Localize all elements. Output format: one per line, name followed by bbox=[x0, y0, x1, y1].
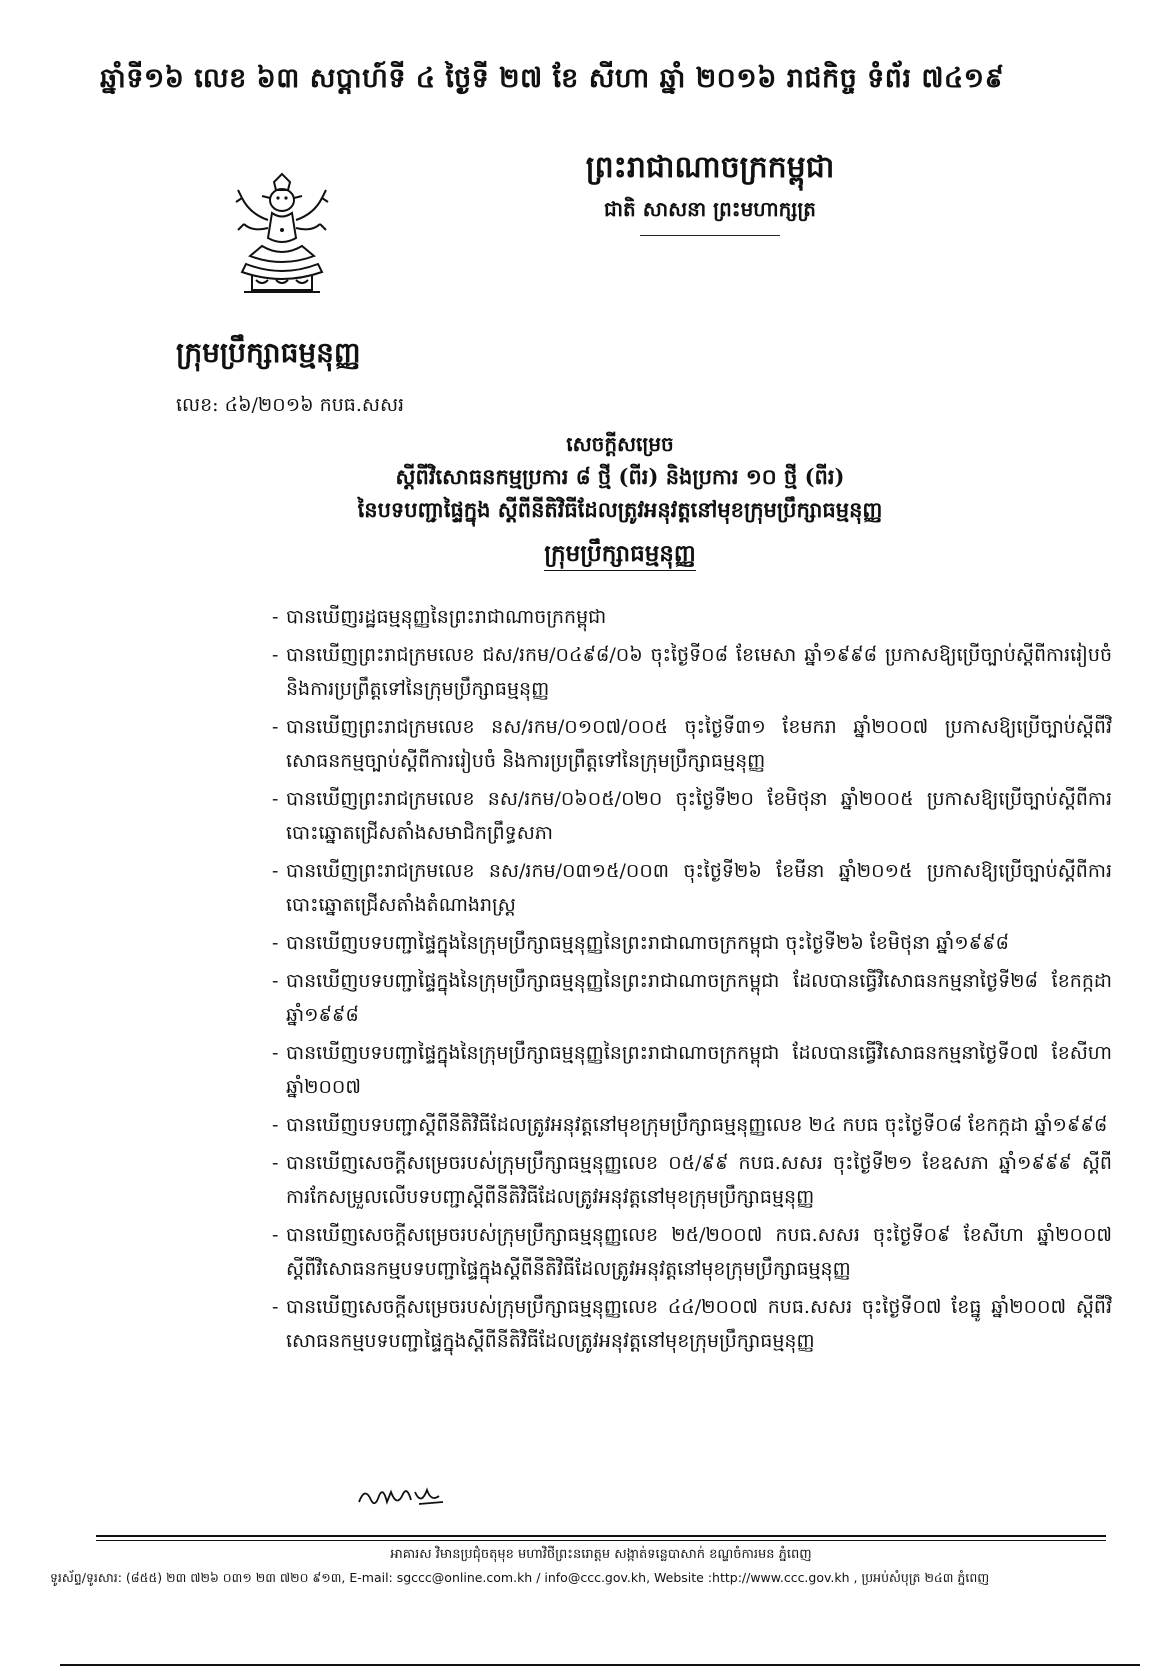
consideration-item: - បានឃើញសេចក្តីសម្រេចរបស់ក្រុមប្រឹក្សាធម្មនុញ្ញលេខ ២៥/២០០៧ កបធ.សសរ ចុះថ្ងៃទី០៩ ខែសីហា ឆ្នាំ២០០៧ ស្តីពីវិសោធនកម្មបទបញ្ជាផ្ទៃក្នុងស្តីពីនីតិវិធីដែលត្រូវអនុវត្តនៅមុខក្រុមប្រឹក្សាធម្មនុញ្ញ bbox=[272, 1218, 1112, 1286]
handwritten-initials-icon bbox=[355, 1482, 455, 1512]
gazette-header: ឆ្នាំទី១៦ លេខ ៦៣ សប្តាហ៍ទី ៤ ថ្ងៃទី ២៧ ខែ សីហា ឆ្នាំ ២០១៦ រាជកិច្ច ទំព័រ ៧៤១៩ bbox=[100, 63, 1005, 94]
page-bottom-rule bbox=[60, 1664, 1140, 1666]
decision-label: សេចក្តីសម្រេច bbox=[566, 432, 674, 456]
national-motto: ជាតិ សាសនា ព្រះមហាក្សត្រ bbox=[604, 197, 816, 221]
decision-subject-continued: នៃបទបញ្ជាផ្ទៃក្នុង ស្តីពីនីតិវិធីដែលត្រូវអនុវត្តនៅមុខក្រុមប្រឹក្សាធម្មនុញ្ញ bbox=[357, 497, 883, 522]
brahma-emblem-icon bbox=[222, 168, 342, 300]
decision-subject: ស្តីពីវិសោធនកម្មប្រការ ៨ ថ្មី (ពីរ) និងប្រការ ១០ ថ្មី (ពីរ) bbox=[395, 464, 845, 489]
consideration-item: - បានឃើញសេចក្តីសម្រេចរបស់ក្រុមប្រឹក្សាធម្មនុញ្ញលេខ ៤៤/២០០៧ កបធ.សសរ ចុះថ្ងៃទី០៧ ខែធ្នូ ឆ្នាំ២០០៧ ស្តីពីវិសោធនកម្មបទបញ្ជាផ្ទៃក្នុងស្តីពីនីតិវិធីដែលត្រូវអនុវត្តនៅមុខក្រុមប្រឹក្សាធម្មនុញ្ញ bbox=[272, 1290, 1112, 1358]
consideration-item: - បានឃើញព្រះរាជក្រមលេខ នស/រកម/០៦០៥/០២០ ចុះថ្ងៃទី២០ ខែមិថុនា ឆ្នាំ២០០៥ ប្រកាសឱ្យប្រើច្បាប់ស្តីពីការបោះឆ្នោតជ្រើសតាំងសមាជិកព្រឹទ្ធសភា bbox=[272, 782, 1112, 850]
consideration-item: - បានឃើញរដ្ឋធម្មនុញ្ញនៃព្រះរាជាណាចក្រកម្ពុជា bbox=[272, 600, 1112, 634]
issuing-council: ក្រុមប្រឹក្សាធម្មនុញ្ញ bbox=[176, 336, 361, 369]
footer-divider bbox=[96, 1535, 1106, 1537]
consideration-item: - បានឃើញបទបញ្ជាផ្ទៃក្នុងនៃក្រុមប្រឹក្សាធម្មនុញ្ញនៃព្រះរាជាណាចក្រកម្ពុជា ដែលបានធ្វើវិសោធនកម្មនាថ្ងៃទី០៧ ខែសីហា ឆ្នាំ២០០៧ bbox=[272, 1036, 1112, 1104]
consideration-item: - បានឃើញបទបញ្ជាផ្ទៃក្នុងនៃក្រុមប្រឹក្សាធម្មនុញ្ញនៃព្រះរាជាណាចក្រកម្ពុជា ដែលបានធ្វើវិសោធនកម្មនាថ្ងៃទី២៨ ខែកក្កដា ឆ្នាំ១៩៩៨ bbox=[272, 964, 1112, 1032]
consideration-item: - បានឃើញបទបញ្ជាផ្ទៃក្នុងនៃក្រុមប្រឹក្សាធម្មនុញ្ញនៃព្រះរាជាណាចក្រកម្ពុជា ចុះថ្ងៃទី២៦ ខែមិថុនា ឆ្នាំ១៩៩៨ bbox=[272, 926, 1112, 960]
footer-divider-thin bbox=[96, 1540, 1106, 1541]
footer-contact: ទូរស័ព្ទ/ទូរសារ: (៨៥៥) ២៣ ៧២៦ ០៣១ ២៣ ៧២០ ៩១៣, E-mail: sgccc@online.com.kh / info@ccc.gov.kh, Website :http://www.ccc.gov.kh , ប្រអប់សំបុត្រ ២៤៣ ភ្នំពេញ bbox=[50, 1570, 990, 1585]
consideration-item: - បានឃើញព្រះរាជក្រមលេខ នស/រកម/០៣១៥/០០៣ ចុះថ្ងៃទី២៦ ខែមីនា ឆ្នាំ២០១៥ ប្រកាសឱ្យប្រើច្បាប់ស្តីពីការបោះឆ្នោតជ្រើសតាំងតំណាងរាស្ត្រ bbox=[272, 854, 1112, 922]
consideration-item: - បានឃើញសេចក្តីសម្រេចរបស់ក្រុមប្រឹក្សាធម្មនុញ្ញលេខ ០៥/៩៩ កបធ.សសរ ចុះថ្ងៃទី២១ ខែឧសភា ឆ្នាំ១៩៩៩ ស្តីពីការកែសម្រួលលើបទបញ្ជាស្តីពីនីតិវិធីដែលត្រូវអនុវត្តនៅមុខក្រុមប្រឹក្សាធម្មនុញ្ញ bbox=[272, 1146, 1112, 1214]
footer-address: អាគារស វិមានប្រជុំចតុមុខ មហាវិថីព្រះនរោត្តម សង្កាត់ទន្លេបាសាក់ ខណ្ឌចំការមន ភ្នំពេញ bbox=[390, 1547, 812, 1562]
considerations-list bbox=[272, 600, 1112, 1362]
council-heading-text: ក្រុមប្រឹក្សាធម្មនុញ្ញ bbox=[544, 540, 696, 571]
motto-divider bbox=[640, 235, 780, 236]
consideration-item: - បានឃើញបទបញ្ជាស្តីពីនីតិវិធីដែលត្រូវអនុវត្តនៅមុខក្រុមប្រឹក្សាធម្មនុញ្ញលេខ ២៤ កបធ ចុះថ្ងៃទី០៨ ខែកក្កដា ឆ្នាំ១៩៩៨ bbox=[272, 1108, 1112, 1142]
consideration-item: - បានឃើញព្រះរាជក្រមលេខ ជស/រកម/០៤៩៨/០៦ ចុះថ្ងៃទី០៨ ខែមេសា ឆ្នាំ១៩៩៨ ប្រកាសឱ្យប្រើច្បាប់ស្តីពីការរៀបចំ និងការប្រព្រឹត្តទៅនៃក្រុមប្រឹក្សាធម្មនុញ្ញ bbox=[272, 638, 1112, 706]
decision-title-block bbox=[200, 428, 1040, 572]
document-number: លេខ: ៤៦/២០១៦ កបធ.សសរ bbox=[176, 394, 405, 416]
consideration-item: - បានឃើញព្រះរាជក្រមលេខ នស/រកម/០១០៧/០០៥ ចុះថ្ងៃទី៣១ ខែមករា ឆ្នាំ២០០៧ ប្រកាសឱ្យប្រើច្បាប់ស្តីពីវិសោធនកម្មច្បាប់ស្តីពីការរៀបចំ និងការប្រព្រឹត្តទៅនៃក្រុមប្រឹក្សាធម្មនុញ្ញ bbox=[272, 710, 1112, 778]
kingdom-title: ព្រះរាជាណាចក្រកម្ពុជា bbox=[585, 150, 835, 185]
council-heading bbox=[200, 536, 1040, 572]
